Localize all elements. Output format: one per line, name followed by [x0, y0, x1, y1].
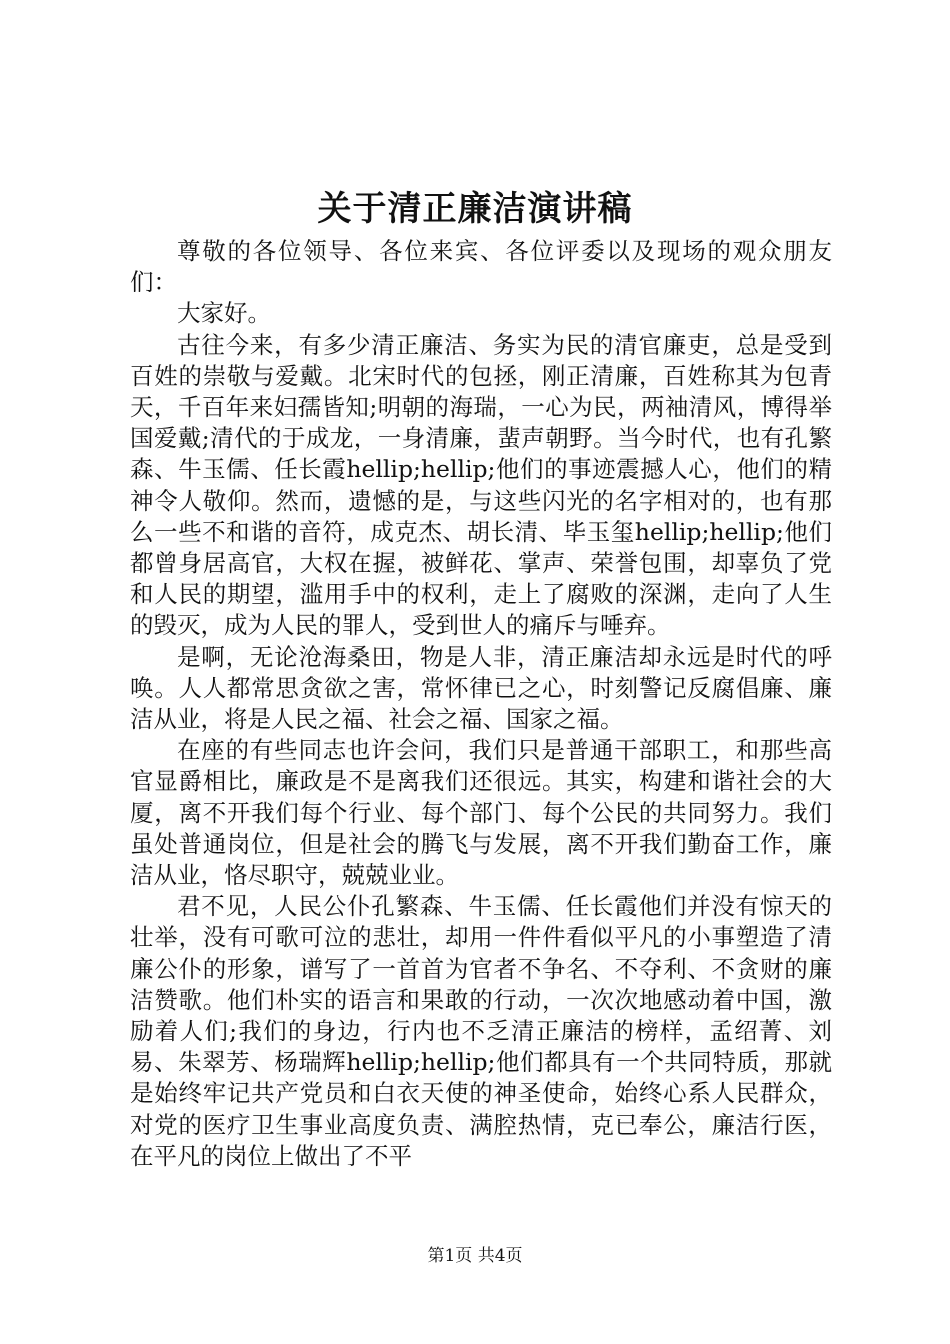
- paragraph-era-call: 是啊，无论沧海桑田，物是人非，清正廉洁却永远是时代的呼唤。人人都常思贪欲之害，常怀律已之心，时刻警记反腐倡廉、廉洁从业，将是人民之福、社会之福、国家之福。: [130, 642, 832, 734]
- document-body: [130, 236, 832, 1172]
- paragraph-greeting: 尊敬的各位领导、各位来宾、各位评委以及现场的观众朋友们：: [130, 237, 832, 297]
- paragraph-history: 古往今来，有多少清正廉洁、务实为民的清官廉吏，总是受到百姓的崇敬与爱戴。北宋时代的包拯，刚正清廉，百姓称其为包青天，千百年来妇孺皆知;明朝的海瑞，一心为民，两袖清风，博得举国爱戴;清代的于成龙，一身清廉，蜚声朝野。当今时代，也有孔繁森、牛玉儒、任长霞hellip;hellip;他们的事迹震撼人心，他们的精神令人敬仰。然而，遗憾的是，与这些闪光的名字相对的，也有那么一些不和谐的音符，成克杰、胡长清、毕玉玺hellip;hellip;他们都曾身居高官，大权在握，被鲜花、掌声、荣誉包围，却辜负了党和人民的期望，滥用手中的权利，走上了腐败的深渊，走向了人生的毁灭，成为人民的罪人，受到世人的痛斥与唾弃。: [130, 330, 832, 640]
- paragraph-hello: 大家好。: [177, 299, 271, 328]
- page-number-footer: 第1页 共4页: [427, 1246, 523, 1266]
- document-title: 关于清正廉洁演讲稿: [317, 189, 633, 229]
- paragraph-ordinary-posts: 在座的有些同志也许会问，我们只是普通干部职工，和那些高官显爵相比，廉政是不是离我们还很远。其实，构建和谐社会的大厦，离不开我们每个行业、每个部门、每个公民的共同努力。我们虽处普通岗位，但是社会的腾飞与发展，离不开我们勤奋工作，廉洁从业，恪尽职守，兢兢业业。: [130, 736, 832, 890]
- paragraph-role-models: 君不见，人民公仆孔繁森、牛玉儒、任长霞他们并没有惊天的壮举，没有可歌可泣的悲壮，却用一件件看似平凡的小事塑造了清廉公仆的形象，谱写了一首首为官者不争名、不夺利、不贪财的廉洁赞歌。他们朴实的语言和果敢的行动，一次次地感动着中国，激励着人们;我们的身边，行内也不乏清正廉洁的榜样，孟绍菁、刘易、朱翠芳、杨瑞辉hellip;hellip;他们都具有一个共同特质，那就是始终牢记共产党员和白衣天使的神圣使命，始终心系人民群众，对党的医疗卫生事业高度负责、满腔热情，克已奉公，廉洁行医，在平凡的岗位上做出了不平: [130, 892, 832, 1170]
